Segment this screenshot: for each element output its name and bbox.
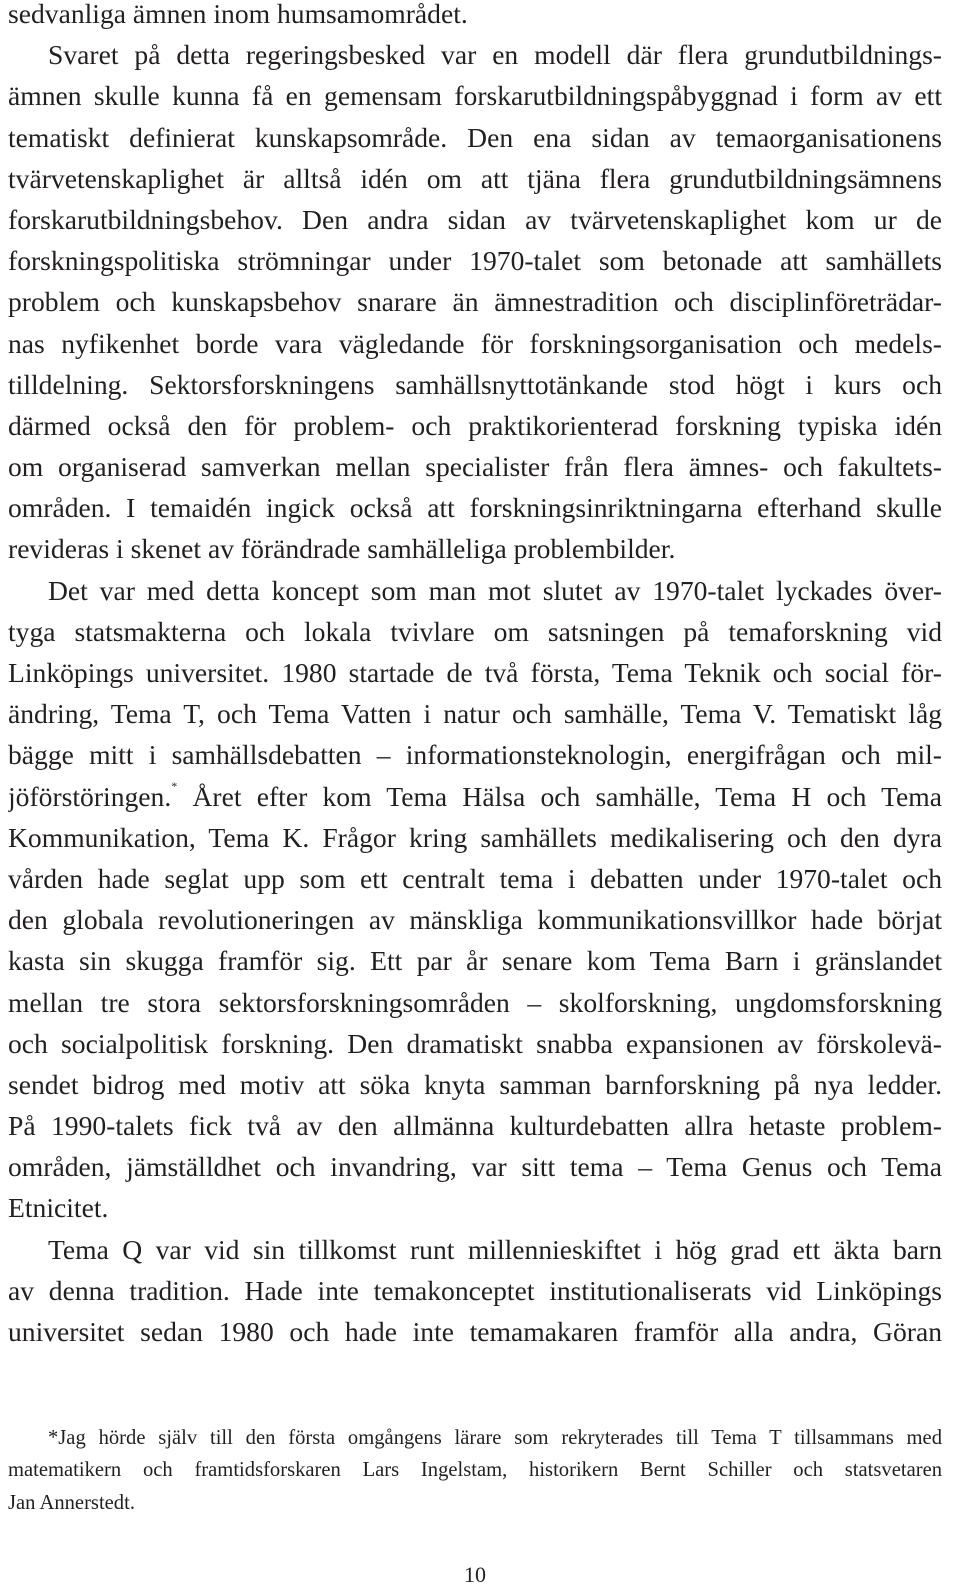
text-line: tematiskt definierat kunskapsområde. Den ena sidan av temaorganisationens [8, 121, 942, 153]
paragraph [8, 34, 942, 569]
text-line: kasta sin skugga framför sig. Ett par år senare kom Tema Barn i gränslandet [8, 945, 942, 977]
text-line: forskarutbildningsbehov. Den andra sidan av tvärvetenskaplighet kom ur de [8, 203, 942, 235]
text-line: sendet bidrog med motiv att söka knyta samman barnforskning på nya ledder. [8, 1068, 942, 1100]
footnote-line: *Jag hörde själv till den första omgångens lärare som rekryterades till Tema T tillsammans med [48, 1427, 942, 1449]
text-line: vården hade seglat upp som ett centralt tema i debatten under 1970-talet och [8, 862, 942, 894]
text-line: nas nyfikenhet borde vara vägledande för forskningsorganisation och medels- [8, 327, 942, 359]
text-line: den globala revolutioneringen av mänskliga kommunikationsvillkor hade börjat [8, 904, 942, 936]
text-line: forskningspolitiska strömningar under 1970-talet som betonade att samhällets [8, 245, 942, 277]
text-line: ämnen skulle kunna få en gemensam forskarutbildningspåbyggnad i form av ett [8, 80, 942, 112]
text-line: tilldelning. Sektorsforskningens samhällsnyttotänkande stod högt i kurs och [8, 368, 942, 400]
text-line: områden. I temaidén ingick också att forskningsinriktningarna efterhand skulle [8, 492, 942, 524]
text-line: På 1990-talets fick två av den allmänna kulturdebatten allra hetaste problem- [8, 1110, 942, 1142]
footnote-marker: * [171, 778, 178, 793]
footnote-line: Jan Annerstedt. [8, 1491, 135, 1514]
text-line: jöförstöringen.* Året efter kom Tema Hälsa och samhälle, Tema H och Tema [8, 778, 942, 812]
footnote [8, 1422, 942, 1519]
text-line: bägge mitt i samhällsdebatten – informationsteknologin, energifrågan och mil- [8, 739, 942, 771]
text-line: mellan tre stora sektorsforskningsområden – skolforskning, ungdomsforskning [8, 986, 942, 1018]
text-line: av denna tradition. Hade inte temakonceptet institutionaliserats vid Linköpings [8, 1274, 942, 1306]
text-line: tyga statsmakterna och lokala tvivlare om satsningen på temaforskning vid [8, 615, 942, 647]
text-line: om organiserad samverkan mellan specialister från flera ämnes- och fakultets- [8, 451, 942, 483]
text-line: Tema Q var vid sin tillkomst runt millennieskiftet i hög grad ett äkta barn [48, 1233, 942, 1265]
text-line: och socialpolitisk forskning. Den dramatiskt snabba expansionen av förskolevä- [8, 1027, 942, 1059]
paragraph [8, 1229, 942, 1353]
paragraph [8, 0, 942, 34]
text-line: sedvanliga ämnen inom humsamområdet. [8, 0, 468, 29]
text-line: Etnicitet. [8, 1192, 109, 1224]
text-line: Kommunikation, Tema K. Frågor kring samhällets medikalisering och den dyra [8, 821, 942, 853]
text-line: Det var med detta koncept som man mot slutet av 1970-talet lyckades över- [48, 574, 942, 606]
page-number: 10 [464, 1562, 486, 1587]
text-line: ändring, Tema T, och Tema Vatten i natur och samhälle, Tema V. Tematiskt låg [8, 698, 942, 730]
text-line: därmed också den för problem- och praktikorienterad forskning typiska idén [8, 409, 942, 441]
paragraph [8, 570, 942, 1229]
body-text [8, 0, 942, 1352]
text-line: Svaret på detta regeringsbesked var en modell där flera grundutbildnings- [48, 39, 942, 71]
text-line: universitet sedan 1980 och hade inte temamakaren framför alla andra, Göran [8, 1316, 942, 1347]
text-line: områden, jämställdhet och invandring, var sitt tema – Tema Genus och Tema [8, 1151, 942, 1183]
footnote-line: matematikern och framtidsforskaren Lars Ingelstam, historikern Bernt Schiller och statsvetaren [8, 1459, 942, 1482]
text-line: revideras i skenet av förändrade samhälleliga problembilder. [8, 533, 676, 565]
text-line: Linköpings universitet. 1980 startade de två första, Tema Teknik och social för- [8, 657, 942, 688]
text-line: tvärvetenskaplighet är alltså idén om att tjäna flera grundutbildningsämnens [8, 162, 942, 194]
text-line: problem och kunskapsbehov snarare än ämnestradition och disciplinföreträdar- [8, 286, 942, 318]
